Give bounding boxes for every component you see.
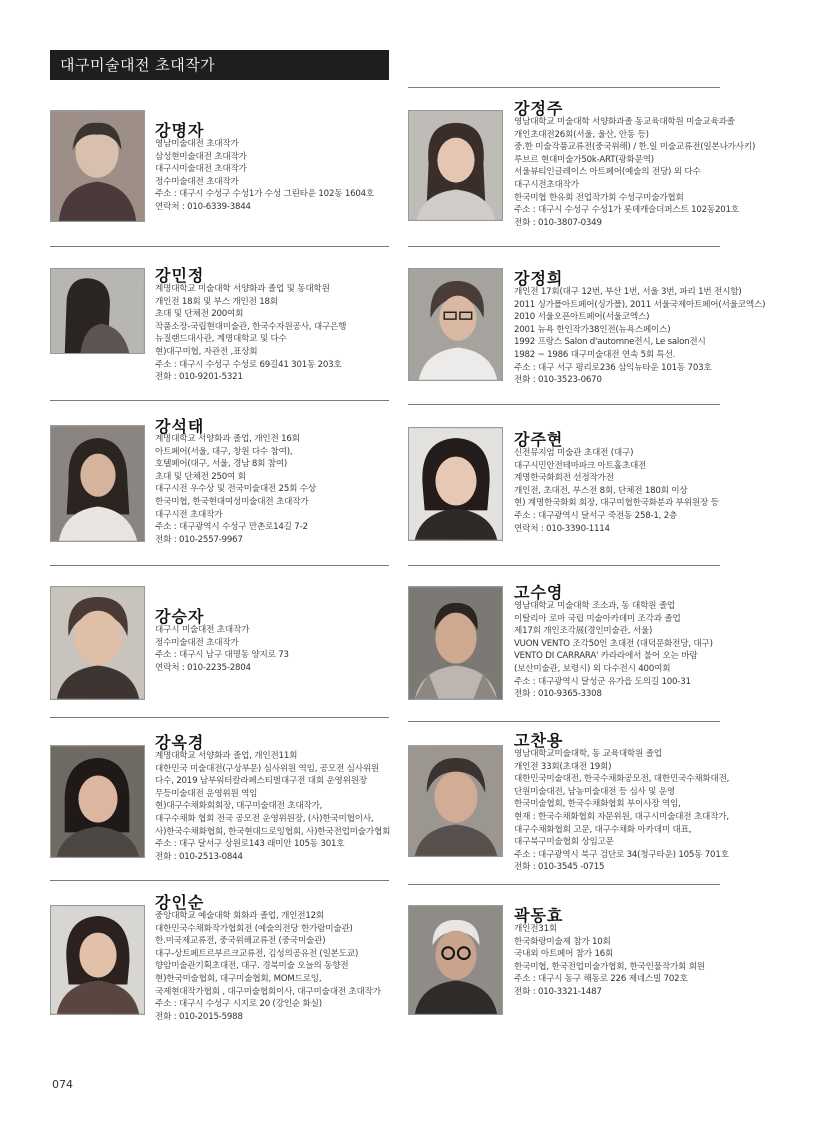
artist-details: [155, 283, 346, 384]
detail-line: 중앙대학교 예술대학 회화과 졸업, 개인전12회: [155, 911, 325, 921]
artist-photo: [408, 268, 503, 381]
portrait-image: [409, 746, 502, 856]
artist-details: [155, 138, 374, 214]
detail-line: VENTO DI CARRARA' 카라라에서 불어 오는 바람: [514, 651, 698, 662]
detail-line: 한국미협 한유회 전업작가회 수성구미술가협회: [514, 192, 684, 203]
divider: [50, 400, 389, 401]
detail-line: 정수미술대전 초대작가: [155, 637, 239, 648]
artist-details: [514, 447, 719, 535]
detail-line: 초대 및 단체전 250여 회: [155, 471, 246, 482]
divider: [50, 880, 389, 881]
artist-name: 고찬용: [514, 731, 564, 750]
detail-line: 전화 : 010-2557-9967: [155, 534, 243, 545]
detail-line: 개인전, 초대전, 부스전 8회, 단체전 180회 이상: [514, 485, 688, 496]
detail-line: 아트페어(서울, 대구, 창원 다수 참여),: [155, 446, 293, 457]
artist-details: [155, 750, 390, 863]
detail-line: 전화 : 010-3545 -0715: [514, 862, 605, 873]
portrait-image: [409, 906, 502, 1014]
portrait-image: [51, 269, 144, 353]
artist-details: [514, 748, 729, 874]
divider: [50, 565, 389, 566]
detail-line: 주소 : 대구광역시 수성구 만촌로14길 7-2: [155, 522, 308, 533]
artist-photo: [408, 745, 503, 857]
detail-line: 계명대학교 서양화과 졸업, 개인전 16회: [155, 434, 300, 444]
detail-line: 개인전31회: [514, 924, 557, 934]
artist-photo: [50, 745, 145, 858]
detail-line: (보산미술관, 보령시) 외 다수전시 400여회: [514, 663, 671, 674]
detail-line: 한국미술협회, 한국수채화협회 부이사장 역임,: [514, 799, 681, 810]
detail-line: 1992 프랑스 Salon d'automne전시, Le salon전시: [514, 337, 706, 348]
detail-line: 무등미술대전 운영위원 역임: [155, 788, 258, 799]
detail-line: 2011 싱가폴아트페어(싱가폴), 2011 서울국제아트페어(서울코엑스): [514, 299, 766, 310]
detail-line: 대구북구미술협회 상임고문: [514, 837, 614, 848]
portrait-image: [51, 587, 144, 699]
artist-details: [514, 600, 713, 701]
detail-line: 대구시미술대전 초대작가: [155, 164, 247, 175]
detail-line: 개인초대전26회(서울, 울산, 안동 등): [514, 129, 649, 140]
detail-line: 전화 : 010-9201-5321: [155, 372, 243, 383]
detail-line: 현)대구수채화회회장, 대구미술대전 초대작가,: [155, 801, 323, 812]
detail-line: 주소 : 대구시 수성구 시지로 20 (강인순 화실): [155, 999, 322, 1010]
detail-line: 전화 : 010-2015-5988: [155, 1011, 243, 1022]
detail-line: 주소 : 대구 달서구 상원로143 래미안 105동 301호: [155, 839, 345, 850]
artist-name: 강정주: [514, 99, 564, 118]
artist-name: 곽동효: [514, 906, 564, 925]
detail-line: 영남대학교 미술대학 조소과, 동 대학원 졸업: [514, 601, 676, 611]
artist-photo: [50, 110, 145, 222]
detail-line: 영남대학교 미술대학 서양화과졸 동교육대학원 미술교육과졸: [514, 117, 735, 127]
detail-line: 주소 : 대구시 수성구 수성로 69길41 301동 203호: [155, 359, 342, 370]
portrait-image: [51, 111, 144, 221]
detail-line: VUON VENTO 조각50인 초대전 (대덕문화전당, 대구): [514, 638, 713, 649]
detail-line: 영남대학교미술대학, 동 교육대학원 졸업: [514, 749, 662, 759]
section-title: 대구미술대전 초대작가: [50, 50, 389, 80]
artist-photo: [50, 425, 145, 542]
portrait-image: [409, 428, 502, 540]
artist-details: [514, 286, 765, 387]
detail-line: 단원미술대전, 남농미술대전 등 심사 및 운영: [514, 786, 676, 797]
detail-line: 대구수채화 협회 전국 공모전 운영위원장, (사)한국미협이사,: [155, 813, 374, 824]
detail-line: 현)대구미협, 자관전 ,표상회: [155, 346, 258, 357]
detail-line: 대구시전초대작가: [514, 179, 579, 190]
artist-details: [155, 624, 289, 674]
detail-line: 대구-상트페트르부르크교류전, 김성의공유전 (일본도쿄): [155, 948, 359, 959]
detail-line: 대한민국수채화작가협회전 (예술의전당 한가람미술관): [155, 923, 353, 934]
detail-line: 정수미술대전 초대작가: [155, 176, 239, 187]
artist-photo: [50, 268, 145, 354]
detail-line: 계명대학교 미술대학 서양화과 졸업 및 동대학원: [155, 284, 330, 294]
divider: [50, 717, 389, 718]
detail-line: 주소 : 대구시 남구 대명동 양지로 73: [155, 650, 289, 661]
artist-name: 강옥경: [155, 733, 205, 752]
detail-line: 전화 : 010-3807-0349: [514, 217, 602, 228]
artist-photo: [50, 586, 145, 700]
artist-name: 강명자: [155, 121, 205, 140]
artist-photo: [408, 110, 503, 221]
detail-line: 한.미국제교류전, 중국위해교류전 (중국미술관): [155, 936, 326, 947]
detail-line: 주소 : 대구광역시 북구 검단로 34(청구타운) 105동 701호: [514, 849, 729, 860]
detail-line: 주소 : 대구광역시 달성군 유가읍 도의길 100-31: [514, 676, 691, 687]
divider: [408, 87, 720, 88]
detail-line: 연락처 : 010-3390-1114: [514, 523, 610, 534]
detail-line: 대구시 미술대전 초대작가: [155, 625, 250, 635]
detail-line: 2001 뉴욕 한인작가38인전(뉴욕스페이스): [514, 324, 671, 335]
portrait-image: [51, 746, 144, 857]
portrait-image: [409, 269, 502, 380]
detail-line: 1982 ~ 1986 대구미술대전 연속 5회 특선.: [514, 349, 676, 360]
detail-line: 전화 : 010-2513-0844: [155, 851, 243, 862]
artist-details: [155, 910, 381, 1023]
artist-photo: [408, 427, 503, 541]
artist-name: 강승자: [155, 607, 205, 626]
detail-line: 호텔페어(대구, 서울, 경남 8회 참여): [155, 459, 288, 470]
artist-name: 강민정: [155, 266, 205, 285]
detail-line: 국내외 아트페어 참가 16회: [514, 949, 614, 960]
detail-line: 이탈리아 로마 국립 미술아카데미 조각과 졸업: [514, 613, 681, 624]
divider: [408, 246, 720, 247]
detail-line: 대구시민안전테마파크 아트홀초대전: [514, 460, 647, 471]
divider: [408, 884, 720, 885]
detail-line: 개인전 33회(초대전 19회): [514, 761, 612, 772]
detail-line: 계명한국화회전 선정작가전: [514, 473, 614, 484]
detail-line: 현)한국미술협회, 대구미술협회, MOM드로잉,: [155, 973, 322, 984]
artist-photo: [50, 905, 145, 1015]
detail-line: 2010 서울오픈아트페어(서울코엑스): [514, 312, 650, 323]
artist-details: [514, 923, 705, 999]
detail-line: 루브르 현대미술가50k-ART(광화문역): [514, 154, 654, 165]
divider: [408, 565, 720, 566]
artist-photo: [408, 905, 503, 1015]
detail-line: 다수, 2019 남부워터칼라페스티벌대구전 대회 운영위원장: [155, 776, 367, 787]
detail-line: 주소 : 대구시 수성구 수성1가 수성 그린타운 102동 1604호: [155, 189, 375, 200]
detail-line: 연락처 : 010-2235-2804: [155, 662, 251, 673]
detail-line: 국제현대작가협회 , 대구미술협회이사, 대구미술대전 초대작가: [155, 986, 381, 997]
artist-name: 고수영: [514, 583, 564, 602]
artist-name: 강석태: [155, 417, 205, 436]
detail-line: 신전뮤지엄 미술관 초대전 (대구): [514, 448, 634, 458]
detail-line: 전화 : 010-3523-0670: [514, 375, 602, 386]
detail-line: 연락처 : 010-6339-3844: [155, 201, 251, 212]
detail-line: 뉴질랜드대사관, 계명대학교 및 다수: [155, 334, 287, 345]
page-number: 074: [52, 1078, 73, 1091]
artist-photo: [408, 586, 503, 700]
artist-name: 강정희: [514, 269, 564, 288]
detail-line: 전화 : 010-9365-3308: [514, 689, 602, 700]
artist-name: 강주현: [514, 430, 564, 449]
detail-line: 대구수채화협회 고문, 대구수채화 아카데미 대표,: [514, 824, 692, 835]
detail-line: 현) 계명한국화회 회장, 대구미협한국화분과 부위원장 등: [514, 498, 719, 509]
detail-line: 주소 : 대구광역시 달서구 죽전동 258-1, 2층: [514, 510, 678, 521]
detail-line: 대한민국미술대전, 한국수채화공모전, 대한민국수채화대전,: [514, 774, 730, 785]
detail-line: 주소 : 대구시 수성구 수성1가 롯데캐슬더퍼스트 102동201호: [514, 205, 739, 216]
detail-line: 개인전 17회(대구 12번, 부산 1번, 서울 3번, 파리 1번 전시함): [514, 287, 742, 297]
detail-line: 현재 : 한국수채화협회 자문위원, 대구시미술대전 초대작가,: [514, 811, 729, 822]
detail-line: 작품소장-국립현대미술관, 한국수자원공사, 대구은행: [155, 321, 347, 332]
portrait-image: [409, 111, 502, 220]
detail-line: 삼성현미술대전 초대작가: [155, 151, 247, 162]
portrait-image: [409, 587, 502, 699]
detail-line: 전화 : 010-3321-1487: [514, 986, 602, 997]
divider: [408, 721, 720, 722]
artist-details: [514, 116, 755, 229]
divider: [408, 404, 720, 405]
artist-details: [155, 433, 316, 546]
detail-line: 대구시전 초대작가: [155, 509, 223, 520]
detail-line: 한국미협, 한국현대여성미술대전 초대작가: [155, 496, 309, 507]
detail-line: 개인전 18회 및 부스 개인전 18회: [155, 296, 278, 307]
detail-line: 한국미협, 한국전업미술가협회, 한국인물작가회 회원: [514, 961, 705, 972]
detail-line: 대한민국 미술대전(구상부문) 심사위원 역임, 공모전 심사위원: [155, 763, 380, 774]
artist-name: 강인순: [155, 893, 205, 912]
divider: [50, 246, 389, 247]
detail-line: 영남미술대전 초대작가: [155, 139, 239, 149]
detail-line: 중.한 미술작품교류전(중국위해) / 한.일 미술교류전(일본나가사키): [514, 142, 756, 153]
detail-line: 계명대학교 서양화과 졸업, 개인전11회: [155, 751, 298, 761]
portrait-image: [51, 426, 144, 541]
detail-line: 대구시전 우수상 및 전국미술대전 25회 수상: [155, 484, 316, 495]
detail-line: 한국화랑미술제 참가 10회: [514, 936, 611, 947]
detail-line: 향암미술관기획초대전, 대구. 경북미술 오늘의 동향전: [155, 961, 349, 972]
detail-line: 주소 : 대구 서구 평리로236 삼익뉴타운 101동 703호: [514, 362, 712, 373]
detail-line: 주소 : 대구시 동구 해동로 226 제네스빌 702호: [514, 974, 688, 985]
detail-line: 초대 및 단체전 200여회: [155, 309, 244, 320]
detail-line: 제17회 개인조각展(경인미술관, 서울): [514, 626, 653, 637]
portrait-image: [51, 906, 144, 1014]
detail-line: 서울뷰티인글레이스 아트페어(예술의 전당) 외 다수: [514, 167, 701, 178]
detail-line: 사)한국수채화협회, 한국현대드로잉협회, 사)한국전업미술가협회: [155, 826, 391, 837]
